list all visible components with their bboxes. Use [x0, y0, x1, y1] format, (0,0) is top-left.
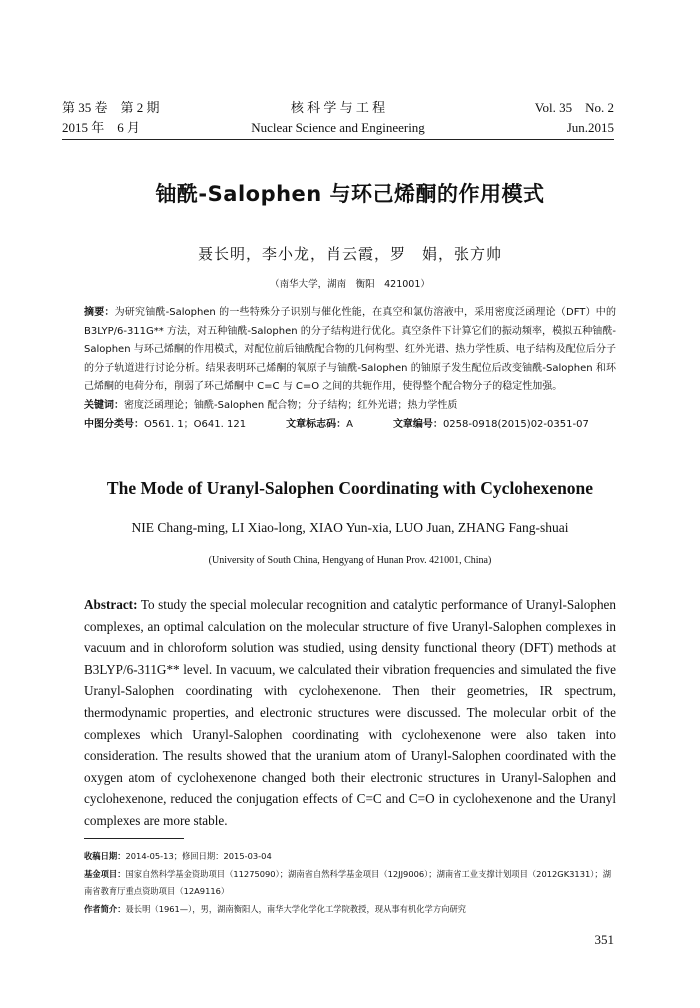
- abstract-cn-text: 为研究铀酰-Salophen 的一些特殊分子识别与催化性能，在真空和氯仿溶液中，采用密度泛函理论（DFT）中的 B3LYP/6-311G** 方法，对五种铀酰-Salophen 的分子结构进行优化。真空条件下计算它们的振动频率，模拟五种铀酰-Salophen 与环己烯酮的作用模式，对配位前后铀酰配合物的几何构型、红外光谱、热力学性质、电子结构及配位后分子的分子轨道进行讨论分析。结果表明环己烯酮的氧原子与铀酰-Salophen 的铀原子发生配位后改变铀酰-Salophen 和环己烯酮的电荷分布，削弱了环己烯酮中 C=C 与 C=O 之间的共轭作用，使得整个配合物分子的稳定性加强。: [84, 307, 616, 393]
- footnote-dates: [84, 848, 616, 866]
- footnotes: [84, 848, 616, 918]
- header-right: [535, 98, 614, 138]
- authors-cn: 聂长明，李小龙，肖云霞，罗 娟，张方帅: [197, 245, 502, 263]
- year-month: 2015 年 6 月: [62, 120, 141, 135]
- footnote-rule: [84, 838, 184, 839]
- volume-issue: 第 35 卷 第 2 期: [62, 100, 160, 115]
- header-center: [62, 98, 614, 138]
- authors-en: NIE Chang-ming, LI Xiao-long, XIAO Yun-xia, LUO Juan, ZHANG Fang-shuai: [131, 520, 569, 535]
- abstract-cn: [84, 304, 616, 434]
- abstract-cn-label: 摘要：: [84, 307, 115, 318]
- header-rule: [62, 139, 614, 140]
- clc-value: O561. 1；O641. 121: [144, 418, 247, 430]
- journal-name-en: Nuclear Science and Engineering: [251, 120, 425, 135]
- author-bio-value: 聂长明（1961—），男，湖南衡阳人，南华大学化学化工学院教授，现从事有机化学方向研究: [125, 903, 467, 914]
- volume-issue-en: Vol. 35 No. 2: [534, 100, 614, 115]
- classification-line: [84, 416, 616, 435]
- title-cn: 铀酰-Salophen 与环己烯酮的作用模式: [155, 182, 545, 206]
- clc-label: 中图分类号：: [84, 418, 144, 430]
- keywords-cn-label: 关键词：: [84, 399, 124, 411]
- affiliation-en: (University of South China, Hengyang of Hunan Prov. 421001, China): [208, 555, 492, 566]
- dates-value: 2014-05-13；修回日期：2015-03-04: [125, 851, 272, 861]
- abstract-en-label: Abstract:: [84, 597, 138, 612]
- abstract-cn-paragraph: [84, 304, 616, 397]
- keywords-cn: [84, 397, 616, 416]
- abstract-en: [84, 594, 616, 832]
- affiliation-cn: （南华大学，湖南 衡阳 421001）: [270, 279, 430, 290]
- footnote-author: [84, 901, 616, 919]
- date-en: Jun.2015: [566, 120, 614, 135]
- doccode-label: 文章标志码：: [286, 418, 347, 430]
- doccode-value: A: [346, 418, 353, 430]
- page-number: 351: [594, 932, 614, 947]
- dates-label: 收稿日期：: [84, 851, 126, 861]
- running-header: [62, 98, 614, 138]
- footnote-funding: [84, 866, 616, 901]
- funding-label: 基金项目：: [84, 868, 126, 879]
- author-bio-label: 作者简介：: [84, 903, 126, 914]
- journal-name-cn: 核 科 学 与 工 程: [290, 100, 386, 115]
- article-no-label: 文章编号：: [392, 418, 443, 430]
- title-en: The Mode of Uranyl-Salophen Coordinating with Cyclohexenone: [106, 478, 594, 498]
- funding-value: 国家自然科学基金资助项目（11275090）；湖南省自然科学基金项目（12JJ9006）；湖南省工业支撑计划项目（2012GK3131）；湖南省教育厅重点资助项目（12A9116）: [84, 868, 612, 896]
- keywords-cn-text: 密度泛函理论；铀酰-Salophen 配合物；分子结构；红外光谱；热力学性质: [124, 399, 458, 411]
- article-no-value: 0258-0918(2015)02-0351-07: [442, 418, 589, 430]
- abstract-en-text: To study the special molecular recognition and catalytic performance of Uranyl-Salophen complexes, an optimal calculation on the molecular structure of five Uranyl-Salophen complexes in vacuum and in chloroform solution was studied, using density functional theory (DFT) methods at B3LYP/6-311G** level. In vacuum, we calculated their vibration frequencies and simulated the five Uranyl-Salophen coordinating with cyclohexenone. Then their geometries, IR spectrum, thermodynamic properties, and electronic structures were discussed. The molecular orbit of the complexes which Uranyl-Salophen coordinating with cyclohexenone were also taken into consideration. The results showed that the uranium atom of Uranyl-Salophen coordinated with the oxygen atom of cyclohexenone changed both their electronic structures in Uranyl-Salophen and cyclohexenone, reduced the conjugation effects of C=C and C=O in cyclohexenone and the Uranyl complexes are more stable.: [84, 597, 616, 828]
